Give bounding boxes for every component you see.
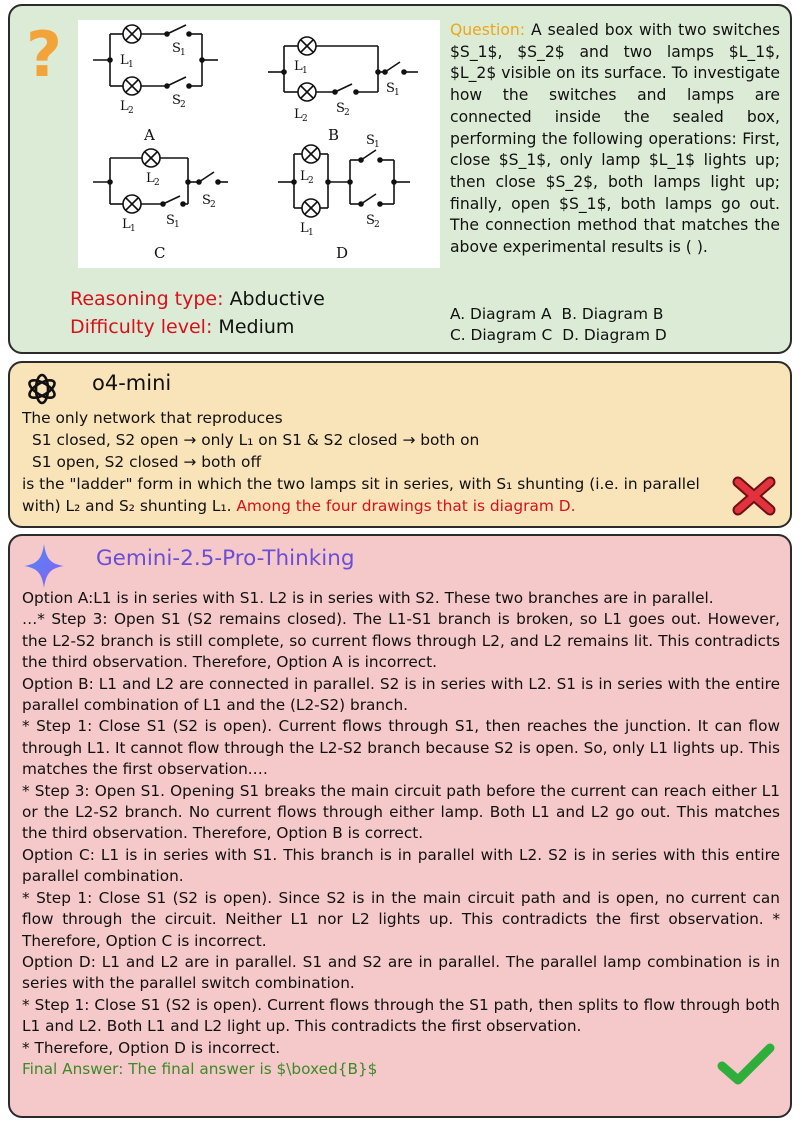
gemini-para-1: Option A:L1 is in series with S1. L2 is in series with S2. These two branches are in parallel. <box>22 589 714 607</box>
svg-text:L: L <box>120 53 129 68</box>
o4-mini-model-name: o4-mini <box>92 371 172 395</box>
circuit-figure <box>78 20 440 268</box>
reasoning-type-label: Reasoning type: <box>70 288 224 310</box>
svg-text:S: S <box>366 133 375 148</box>
gemini-final-answer: Final Answer: The final answer is $\boxed{B}$ <box>22 1059 378 1078</box>
svg-text:1: 1 <box>374 140 380 150</box>
option-c: C. Diagram C <box>450 326 553 344</box>
reasoning-type-value: Abductive <box>229 288 325 310</box>
svg-text:L: L <box>300 221 309 236</box>
svg-text:S: S <box>166 213 175 228</box>
svg-text:1: 1 <box>174 220 180 230</box>
difficulty-level-label: Difficulty level: <box>70 316 213 338</box>
svg-text:L: L <box>300 169 309 184</box>
svg-text:1: 1 <box>180 48 186 58</box>
diagram-d-label: D <box>336 244 349 262</box>
gemini-para-10: * Therefore, Option D is incorrect. <box>22 1038 281 1057</box>
svg-text:L: L <box>146 171 155 186</box>
wrong-x-icon <box>732 476 776 520</box>
option-b: B. Diagram B <box>561 305 664 323</box>
diagram-a <box>93 25 218 144</box>
diagram-b-label: B <box>328 126 340 144</box>
svg-text:1: 1 <box>130 224 136 234</box>
svg-text:2: 2 <box>180 100 186 110</box>
svg-text:S: S <box>202 193 211 208</box>
svg-text:S: S <box>336 101 345 116</box>
o4-line-1: The only network that reproduces <box>22 409 283 427</box>
gemini-para-5: * Step 3: Open S1. Opening S1 breaks the main circuit path before the current can reach either L1 or the L2-S2 branch. No current flows through either lamp. Both L1 and L2 go out. This matches the third observation. Therefore, Option B is correct. <box>22 781 780 843</box>
answer-options <box>450 304 677 346</box>
svg-text:2: 2 <box>128 106 134 116</box>
option-d: D. Diagram D <box>562 326 667 344</box>
svg-text:L: L <box>294 107 303 122</box>
svg-text:2: 2 <box>374 220 380 230</box>
question-text <box>450 20 780 259</box>
question-mark-icon <box>22 20 66 88</box>
o4-line-5 <box>22 495 782 517</box>
gemini-para-7: * Step 1: Close S1 (S2 is open). Since S2 is in the main circuit path and is open, no current can flow through the circuit. Neither L1 nor L2 lights up. This contradicts the first observation. * Therefore, Option C is incorrect. <box>22 888 780 950</box>
reasoning-type <box>70 288 325 310</box>
o4-mini-response <box>22 407 782 517</box>
svg-text:L: L <box>122 217 131 232</box>
svg-text:2: 2 <box>210 200 216 210</box>
svg-text:2: 2 <box>344 108 350 118</box>
svg-text:S: S <box>386 81 395 96</box>
svg-text:1: 1 <box>394 88 400 98</box>
svg-text:S: S <box>172 93 181 108</box>
svg-text:S: S <box>366 213 375 228</box>
question-label: Question: <box>450 21 525 39</box>
difficulty-level <box>70 316 294 338</box>
gemini-para-3: Option B: L1 and L2 are connected in parallel. S2 is in series with L2. S1 is in series with the entire parallel combination of L1 and the (L2-S2) branch. <box>22 674 780 715</box>
gemini-para-8: Option D: L1 and L2 are in parallel. S1 and S2 are in parallel. The parallel lamp combination is in series with the parallel switch combination. <box>22 952 780 993</box>
svg-text:1: 1 <box>302 66 308 76</box>
svg-text:1: 1 <box>128 60 134 70</box>
correct-check-icon <box>716 1042 776 1090</box>
svg-text:2: 2 <box>302 114 308 124</box>
gemini-para-6: Option C: L1 is in series with S1. This branch is in parallel with L2. S2 is in series with this entire parallel combination. <box>22 845 780 886</box>
o4-conclusion: Among the four drawings that is diagram D. <box>236 497 576 515</box>
svg-text:?: ? <box>26 20 62 84</box>
o4-line-5-text: with) L₂ and S₂ shunting L₁. <box>22 497 237 515</box>
svg-text:S: S <box>172 41 181 56</box>
question-panel <box>8 4 792 354</box>
o4-mini-panel <box>8 361 792 528</box>
gemini-para-9: * Step 1: Close S1 (S2 is open). Current flows through the S1 path, then splits to flow through both L1 and L2. Both L1 and L2 light up. This contradicts the first observation. <box>22 995 780 1036</box>
diagram-c-label: C <box>154 244 166 262</box>
svg-text:L: L <box>294 59 303 74</box>
diagram-c <box>93 149 228 262</box>
svg-text:2: 2 <box>154 178 160 188</box>
diagram-b <box>268 37 418 144</box>
svg-text:2: 2 <box>308 176 314 186</box>
diagram-a-label: A <box>144 126 155 144</box>
option-a: A. Diagram A <box>450 305 552 323</box>
gemini-model-name: Gemini-2.5-Pro-Thinking <box>96 546 355 571</box>
question-body: A sealed box with two switches $S_1$, $S_2$ and two lamps $L_1$, $L_2$ visible on its surface. To investigate how the switches and lamps are connected inside the sealed box, performing the following operations: First, close $S_1$, only lamp $L_1$ lights up; then close $S_2$, both lamps light up; finally, open $S_1$, both lamps go out. The connection method that matches the above experimental results is ( ). <box>450 21 780 257</box>
diagram-d <box>278 133 410 262</box>
o4-line-4: is the "ladder" form in which the two lamps sit in series, with S₁ shunting (i.e. in parallel <box>22 475 700 493</box>
gemini-panel <box>8 534 792 1118</box>
gemini-response <box>22 588 780 1080</box>
o4-line-3: S1 open, S2 closed → both off <box>32 453 262 471</box>
difficulty-level-value: Medium <box>218 316 295 338</box>
gemini-para-2: …* Step 3: Open S1 (S2 remains closed). The L1-S1 branch is broken, so L1 goes out. However, the L2-S2 branch is still complete, so current flows through L2, and L2 remains lit. This contradicts the third observation. Therefore, Option A is incorrect. <box>22 610 780 672</box>
gemini-star-icon <box>22 542 66 594</box>
svg-text:1: 1 <box>308 228 314 238</box>
o4-line-2: S1 closed, S2 open → only L₁ on S1 & S2 closed → both on <box>32 431 480 449</box>
gemini-para-4: * Step 1: Close S1 (S2 is open). Current flows through S1, then reaches the junction. It can flow through L1. It cannot flow through the L2-S2 branch because S2 is open. So, only L1 lights up. This matches the first observation.… <box>22 717 780 779</box>
svg-text:L: L <box>120 99 129 114</box>
